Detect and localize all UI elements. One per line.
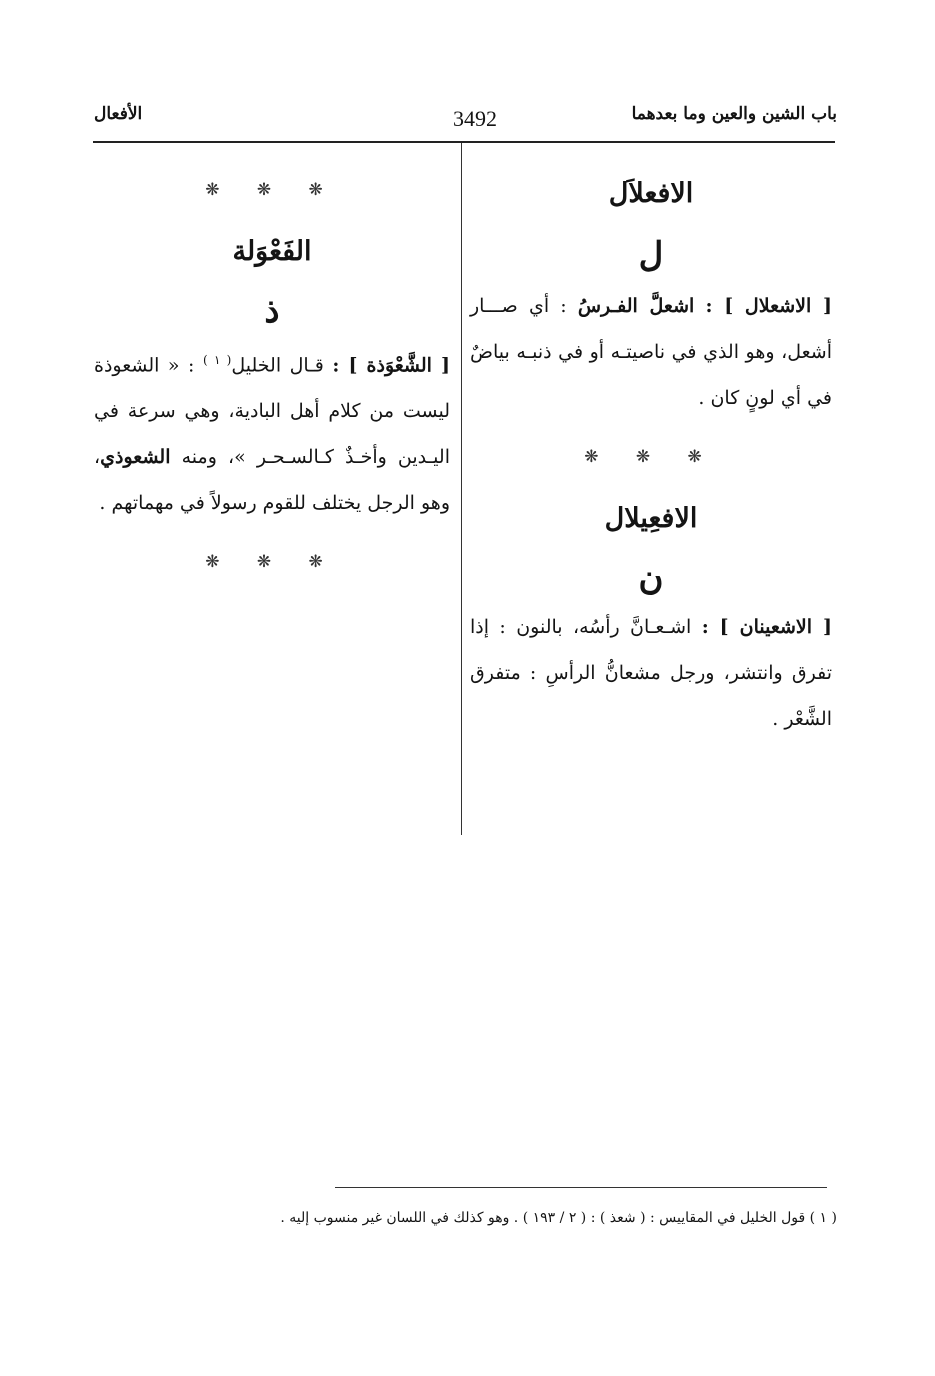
- section-title-ifilal: الافعلاَل: [608, 178, 694, 209]
- entry-word: اشعلَّ الفـرسُ: [577, 295, 695, 317]
- entry-bold-word: الشعوذي: [100, 446, 171, 469]
- entry-head: [ الاشعلال ] :: [705, 295, 833, 317]
- entry-head: [ الشَّعْوَذة ] :: [332, 354, 451, 377]
- page-number: 3492: [453, 106, 497, 131]
- section-separator: ❋ ❋ ❋: [584, 447, 718, 467]
- section-separator: ❋ ❋ ❋: [205, 180, 339, 200]
- section-separator: ❋ ❋ ❋: [205, 552, 339, 573]
- entry-shawadha: [94, 337, 450, 526]
- section-title-ifiylal: الافعِيلال: [604, 503, 698, 534]
- root-letter-dhal: ذ: [264, 291, 280, 331]
- entry-text: ، وهو الرجل يختلف للقوم رسولاً في مهماتهم .: [94, 446, 450, 515]
- footnote-rule: [335, 1187, 827, 1188]
- root-letter-nun: ن: [638, 558, 664, 598]
- column-divider: [461, 143, 462, 835]
- footnote-ref: ( ١ ): [202, 353, 232, 367]
- entry-text: قـال الخليل: [231, 354, 324, 377]
- running-header-left: الأفعال: [94, 104, 143, 124]
- footnote: ( ١ ) قول الخليل في المقاييس : ( شعذ ) : ( ٢ / ١٩٣ ) . وهو كذلك في اللسان غير منسوب إليه .: [280, 1210, 837, 1226]
- entry-head: [ الاشعينان ] :: [701, 616, 833, 638]
- left-column: [94, 150, 450, 572]
- entry-text: : « الشعوذة ليست من كلام أهل البادية، وهي سرعة في اليـدين وأخـذٌ كـالسـحـر »، ومنه: [94, 354, 450, 469]
- root-letter-lam: ل: [638, 235, 664, 275]
- entry-text: : أي صـــار أشعل، وهو الذي في ناصيتـه أو في ذنبـه بياضٌ في أي لونٍ كان .: [470, 295, 832, 409]
- entry-ishilal: [470, 283, 832, 421]
- right-column: [470, 150, 832, 742]
- header-rule: [93, 141, 835, 143]
- entry-text: اشـعـانَّ رأسُه، بالنون : إذا تفرق وانتشر، ورجل مشعانُّ الرأسِ : متفرق الشَّعْر .: [470, 616, 832, 730]
- section-title-fawala: الفَعْوَلة: [232, 236, 312, 267]
- running-header-right: باب الشين والعين وما بعدهما: [631, 104, 837, 124]
- entry-ishinan: [470, 604, 832, 742]
